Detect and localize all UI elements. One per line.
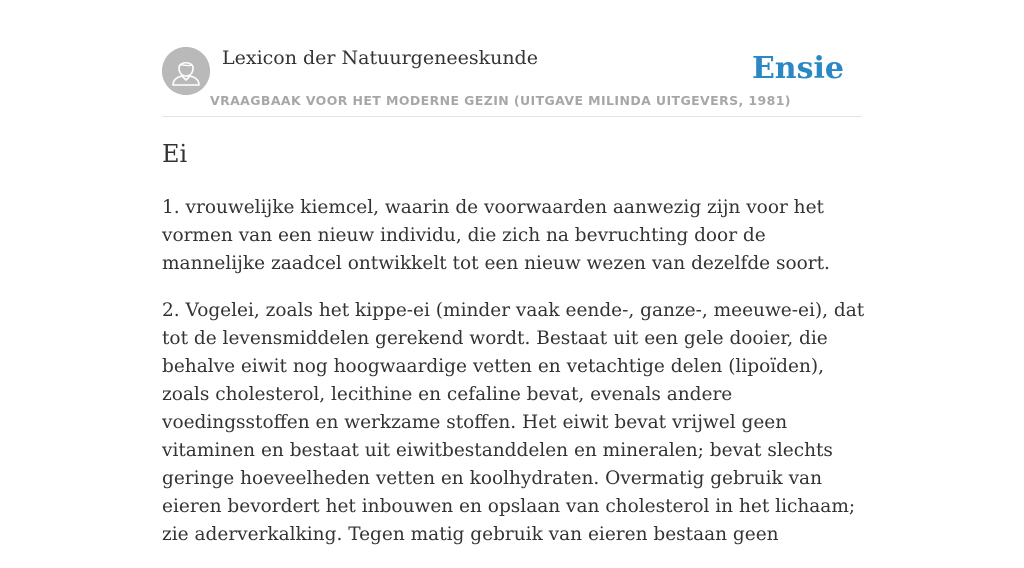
site-subtitle: VRAAGBAAK VOOR HET MODERNE GEZIN (UITGAVE MILINDA UITGEVERS, 1981)	[210, 93, 791, 108]
header	[162, 46, 862, 117]
site-title[interactable]: Lexicon der Natuurgeneeskunde	[222, 47, 538, 69]
entry-paragraph: 2. Vogelei, zoals het kippe-ei (minder vaak eende-, ganze-, meeuwe-ei), dat tot de levensmiddelen gerekend wordt. Bestaat uit een gele dooier, die behalve eiwit nog hoogwaardige vetten en vetachtige delen (lipoïden), zoals cholesterol, lecithine en cefaline bevat, evenals andere voedingsstoffen en werkzame stoffen. Het eiwit bevat vrijwel geen vitaminen en bestaat uit eiwitbestanddelen en mineralen; bevat slechts geringe hoeveelheden vetten en koolhydraten. Overmatig gebruik van eieren bevordert het inbouwen en opslaan van cholesterol in het lichaam; zie aderverkalking. Tegen matig gebruik van eieren bestaan geen	[162, 300, 865, 545]
brand-logo[interactable]: Ensie	[751, 51, 844, 86]
entry-title: Ei	[162, 140, 188, 168]
avatar[interactable]	[162, 47, 210, 95]
entry-paragraph: 1. vrouwelijke kiemcel, waarin de voorwaarden aanwezig zijn voor het vormen van een nieuw individu, die zich na bevruchting door de mannelijke zaadcel ontwikkelt tot een nieuw wezen van dezelfde soort.	[162, 197, 830, 274]
entry-content	[162, 137, 867, 568]
user-silhouette-icon	[162, 47, 210, 95]
